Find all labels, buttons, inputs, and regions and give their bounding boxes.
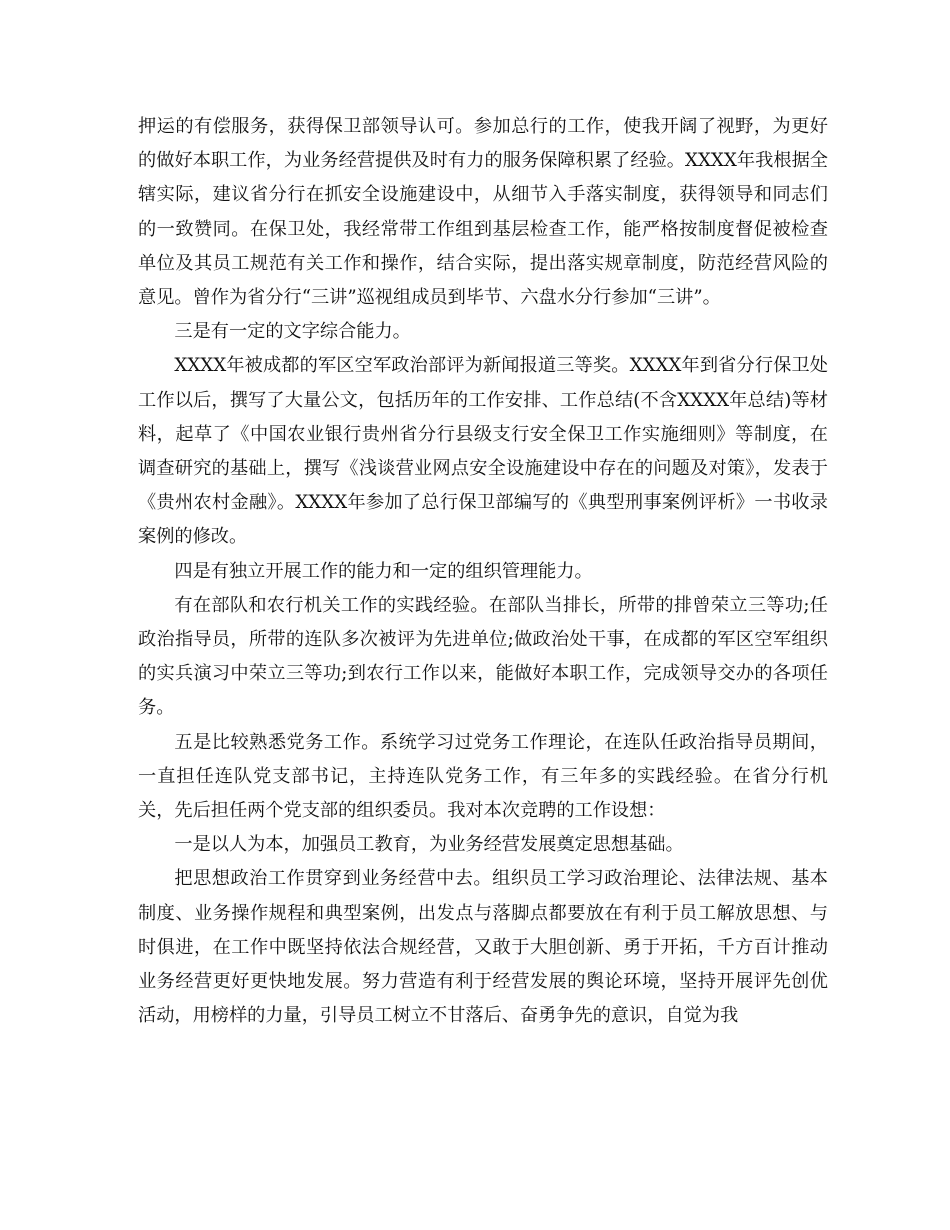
paragraph-2-heading: 三是有一定的文字综合能力。 [174, 321, 411, 343]
paragraph-5: 有在部队和农行机关工作的实践经验。在部队当排长，所带的排曾荣立三等功;任政治指导员，所带的连队多次被评为先进单位;做政治处干事，在成都的军区空军组织的实兵演习中荣立三等功;到农行工作以来，能做好本职工作，完成领导交办的各项任务。 [138, 594, 828, 719]
paragraph-3: XXXX年被成都的军区空军政治部评为新闻报道三等奖。XXXX年到省分行保卫处工作以后，撰写了大量公文，包括历年的工作安排、工作总结(不含XXXX年总结)等材料，起草了《中国农业银行贵州省分行县级支行安全保卫工作实施细则》等制度，在调查研究的基础上，撰写《浅谈营业网点安全设施建设中存在的问题及对策》，发表于《贵州农村金融》。XXXX年参加了总行保卫部编写的《典型刑事案例评析》一书收录案例的修改。 [138, 355, 828, 548]
paragraph-6: 五是比较熟悉党务工作。系统学习过党务工作理论，在连队任政治指导员期间，一直担任连队党支部书记，主持连队党务工作，有三年多的实践经验。在省分行机关，先后担任两个党支部的组织委员。我对本次竞聘的工作设想： [138, 731, 828, 822]
paragraph-8: 把思想政治工作贯穿到业务经营中去。组织员工学习政治理论、法律法规、基本制度、业务操作规程和典型案例，出发点与落脚点都要放在有利于员工解放思想、与时俱进，在工作中既坚持依法合规经营，又敢于大胆创新、勇于开拓，千方百计推动业务经营更好更快地发展。努力营造有利于经营发展的舆论环境，坚持开展评先创优活动，用榜样的力量，引导员工树立不甘落后、奋勇争先的意识，自觉为我 [138, 868, 828, 1027]
document-body [138, 110, 828, 1033]
paragraph-7-heading: 一是以人为本，加强员工教育，为业务经营发展奠定思想基础。 [174, 834, 684, 856]
paragraph-4-heading: 四是有独立开展工作的能力和一定的组织管理能力。 [174, 560, 593, 582]
paragraph-1: 押运的有偿服务，获得保卫部领导认可。参加总行的工作，使我开阔了视野，为更好的做好本职工作，为业务经营提供及时有力的服务保障积累了经验。XXXX年我根据全辖实际，建议省分行在抓安全设施建设中，从细节入手落实制度，获得领导和同志们的一致赞同。在保卫处，我经常带工作组到基层检查工作，能严格按制度督促被检查单位及其员工规范有关工作和操作，结合实际，提出落实规章制度，防范经营风险的意见。曾作为省分行“三讲”巡视组成员到毕节、六盘水分行参加“三讲”。 [138, 116, 828, 309]
